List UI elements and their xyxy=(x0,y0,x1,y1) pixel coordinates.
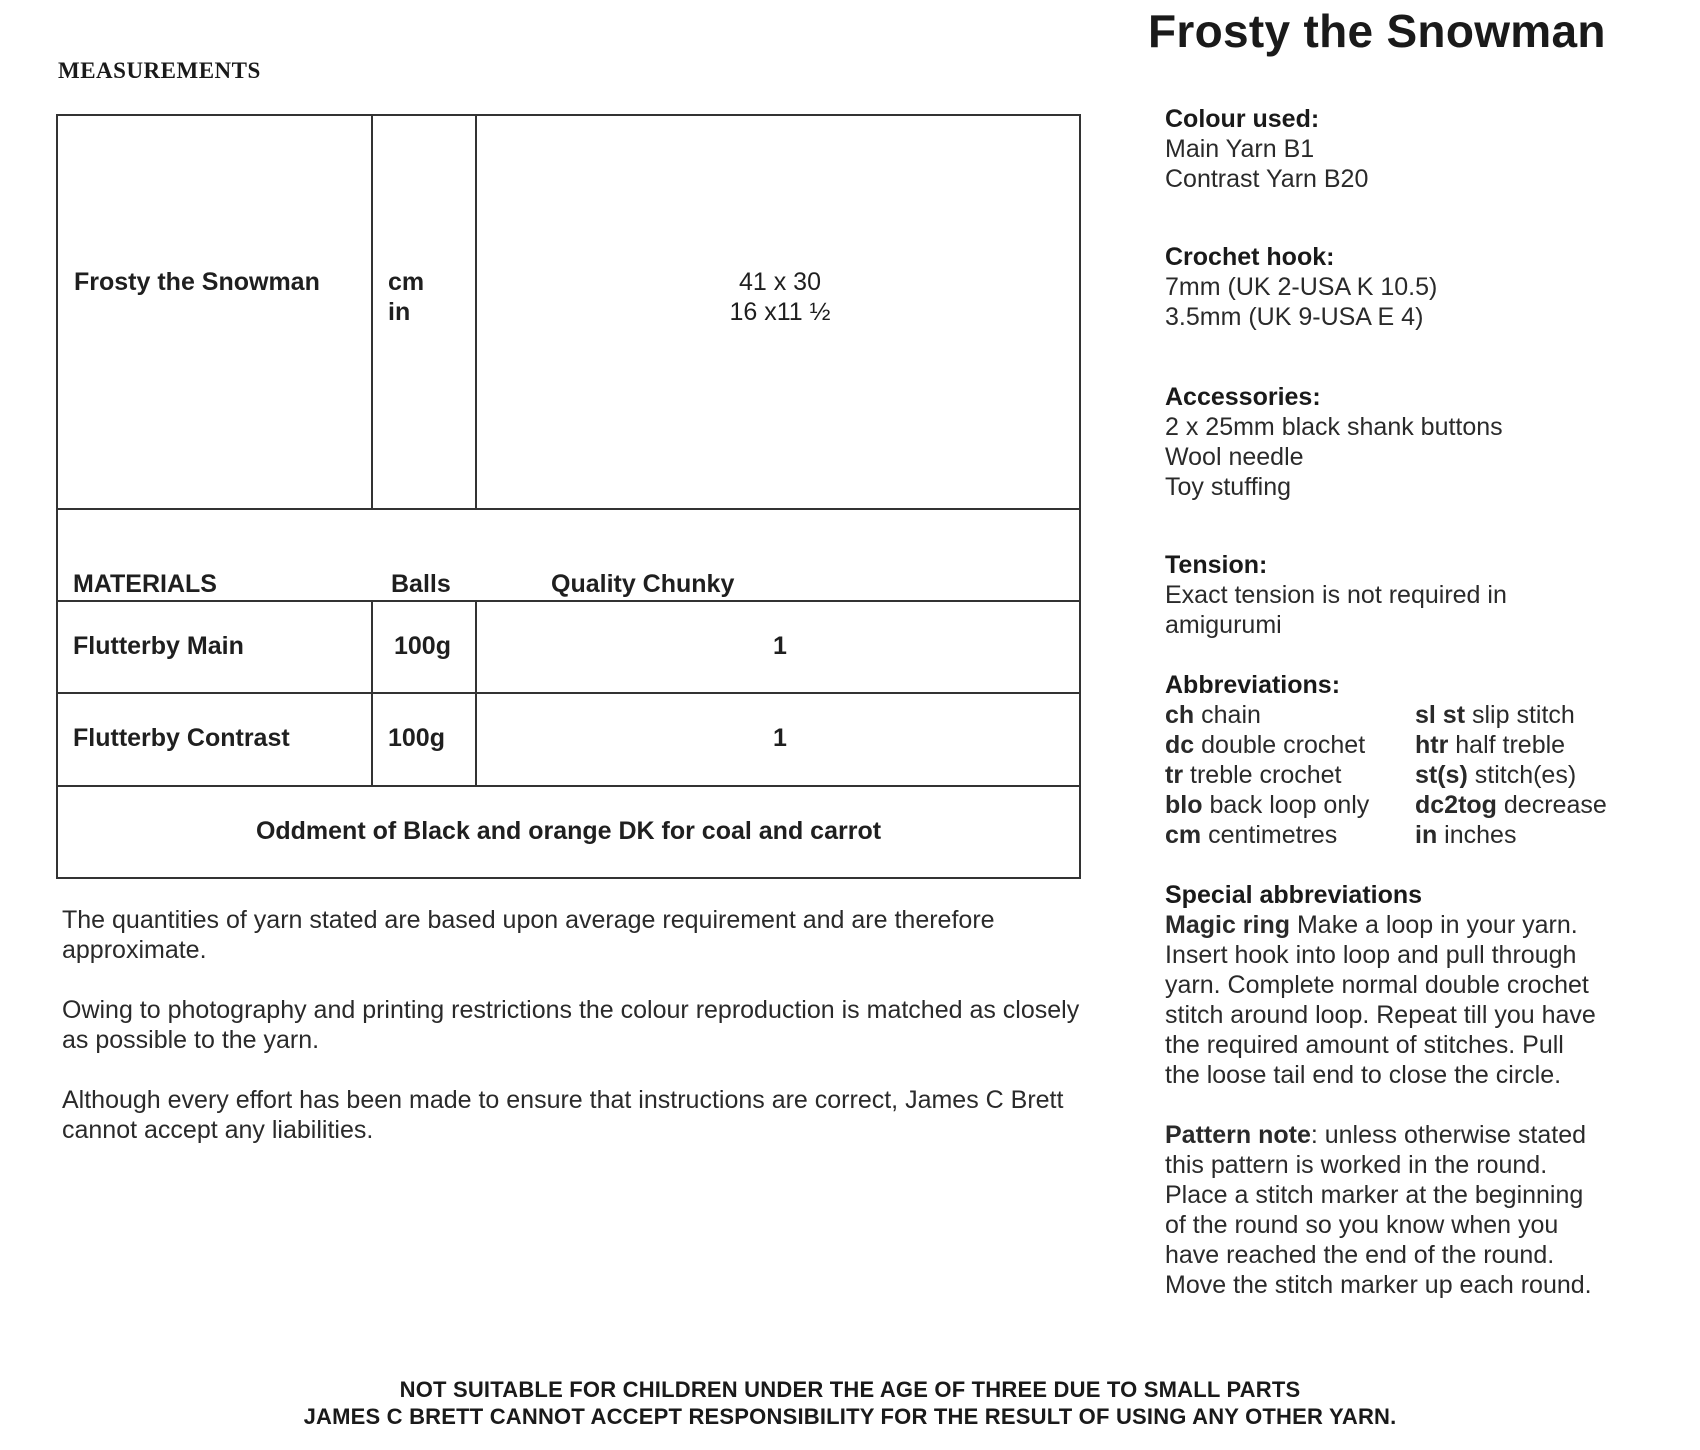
footer-disclaimer: JAMES C BRETT CANNOT ACCEPT RESPONSIBILITY FOR THE RESULT OF USING ANY OTHER YARN. xyxy=(303,1404,1397,1429)
abbr-term: dc2tog xyxy=(1415,791,1497,819)
material-qty: 1 xyxy=(773,724,787,752)
abbr-meaning: treble crochet xyxy=(1190,761,1342,789)
measurement-item: Frosty the Snowman xyxy=(74,268,320,296)
info-line: 3.5mm (UK 9-USA E 4) xyxy=(1165,303,1424,331)
info-line: the required amount of stitches. Pull xyxy=(1165,1031,1564,1059)
colour-used-section xyxy=(1165,104,1635,194)
info-line: stitch around loop. Repeat till you have xyxy=(1165,1001,1596,1029)
pattern-note-section xyxy=(1165,1120,1635,1300)
abbr-term: in xyxy=(1415,821,1438,849)
info-line: amigurumi xyxy=(1165,611,1282,639)
material-name: Flutterby Main xyxy=(73,632,244,660)
size-cm: 41 x 30 xyxy=(738,268,821,296)
abbr-term: htr xyxy=(1415,731,1449,759)
crochet-hook-section xyxy=(1165,242,1635,332)
measurements-heading: MEASUREMENTS xyxy=(58,58,261,83)
balls-header: Balls xyxy=(391,570,451,598)
table-col-rule xyxy=(371,116,373,508)
material-qty: 1 xyxy=(773,632,787,660)
abbr-meaning: chain xyxy=(1201,701,1261,729)
table-col-rule xyxy=(475,600,477,785)
abbr-meaning: decrease xyxy=(1503,791,1607,819)
abbr-meaning: slip stitch xyxy=(1471,701,1575,729)
info-line: Place a stitch marker at the beginning xyxy=(1165,1181,1584,1209)
tension-section xyxy=(1165,550,1635,640)
page-title: Frosty the Snowman xyxy=(1148,5,1606,57)
accessories-section xyxy=(1165,382,1635,502)
info-line: yarn. Complete normal double crochet xyxy=(1165,971,1589,999)
special-term: Magic ring xyxy=(1165,911,1291,939)
material-name: Flutterby Contrast xyxy=(73,724,290,752)
table-rule xyxy=(58,600,1079,602)
materials-header: MATERIALS xyxy=(73,570,217,598)
abbr-meaning: centimetres xyxy=(1208,821,1338,849)
info-line: Contrast Yarn B20 xyxy=(1165,165,1369,193)
quality-header: Quality Chunky xyxy=(551,570,735,598)
info-line: Make a loop in your yarn. xyxy=(1296,911,1578,939)
section-title: Abbreviations: xyxy=(1165,671,1341,699)
abbr-term: dc xyxy=(1165,731,1195,759)
info-line: of the round so you know when you xyxy=(1165,1211,1559,1239)
info-line: this pattern is worked in the round. xyxy=(1165,1151,1548,1179)
abbr-term: ch xyxy=(1165,701,1195,729)
info-line: Wool needle xyxy=(1165,443,1304,471)
abbreviations-section xyxy=(1165,670,1635,850)
material-weight: 100g xyxy=(394,632,451,660)
abbr-term: sl st xyxy=(1415,701,1466,729)
abbr-term: tr xyxy=(1165,761,1184,789)
disclaimer-notes xyxy=(62,905,1082,1175)
info-line: 7mm (UK 2-USA K 10.5) xyxy=(1165,273,1438,301)
info-line: : unless otherwise stated xyxy=(1310,1121,1587,1149)
abbr-term: blo xyxy=(1165,791,1203,819)
note-paragraph: The quantities of yarn stated are based upon average requirement and are therefore approximate. xyxy=(62,906,995,964)
section-title: Crochet hook: xyxy=(1165,243,1335,271)
abbr-meaning: inches xyxy=(1444,821,1517,849)
table-col-rule xyxy=(371,600,373,785)
special-abbreviations-section xyxy=(1165,880,1635,1090)
abbr-meaning: back loop only xyxy=(1209,791,1370,819)
table-rule xyxy=(58,692,1079,694)
section-title: Colour used: xyxy=(1165,105,1320,133)
table-rule xyxy=(58,508,1079,510)
abbr-term: st(s) xyxy=(1415,761,1468,789)
unit-in: in xyxy=(388,298,411,326)
note-paragraph: Although every effort has been made to ensure that instructions are correct, James C Brett cannot accept any liabilities. xyxy=(62,1086,1064,1144)
table-rule xyxy=(58,785,1079,787)
info-line: the loose tail end to close the circle. xyxy=(1165,1061,1562,1089)
info-line: have reached the end of the round. xyxy=(1165,1241,1555,1269)
abbr-term: cm xyxy=(1165,821,1202,849)
section-title: Accessories: xyxy=(1165,383,1321,411)
material-weight: 100g xyxy=(388,724,445,752)
info-line: Insert hook into loop and pull through xyxy=(1165,941,1577,969)
info-line: Toy stuffing xyxy=(1165,473,1292,501)
info-line: Exact tension is not required in xyxy=(1165,581,1507,609)
abbr-meaning: half treble xyxy=(1455,731,1566,759)
section-title: Tension: xyxy=(1165,551,1268,579)
oddment-note: Oddment of Black and orange DK for coal and carrot xyxy=(255,817,882,845)
section-title: Pattern note xyxy=(1165,1121,1311,1149)
info-line: 2 x 25mm black shank buttons xyxy=(1165,413,1503,441)
size-in: 16 x11 ½ xyxy=(729,298,831,326)
unit-cm: cm xyxy=(388,268,425,296)
abbr-meaning: stitch(es) xyxy=(1474,761,1577,789)
spec-table xyxy=(56,114,1081,879)
section-title: Special abbreviations xyxy=(1165,881,1423,909)
note-paragraph: Owing to photography and printing restrictions the colour reproduction is matched as closely as possible to the yarn. xyxy=(62,996,1080,1054)
abbr-meaning: double crochet xyxy=(1201,731,1366,759)
footer-warning: NOT SUITABLE FOR CHILDREN UNDER THE AGE OF THREE DUE TO SMALL PARTS xyxy=(399,1377,1301,1402)
info-line: Move the stitch marker up each round. xyxy=(1165,1271,1592,1299)
info-line: Main Yarn B1 xyxy=(1165,135,1315,163)
